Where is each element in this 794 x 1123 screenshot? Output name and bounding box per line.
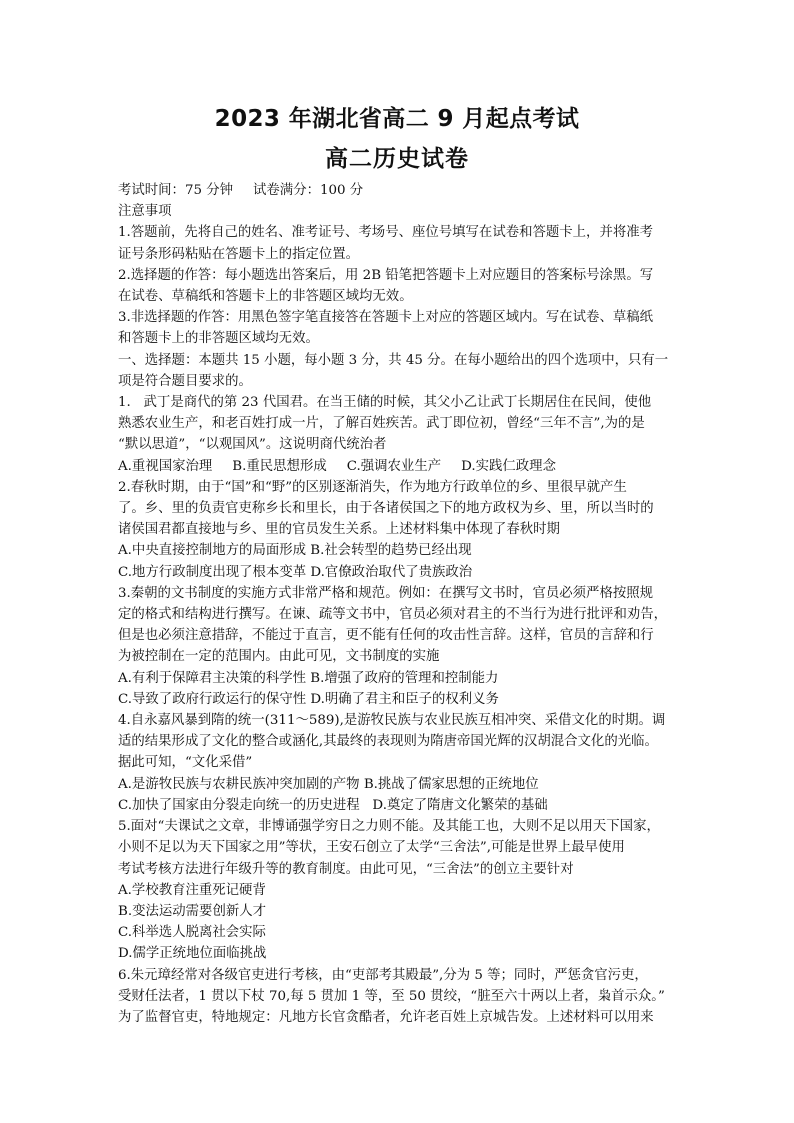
exam-full-score: 试卷满分：100 分 (253, 183, 364, 198)
question-6-stem-line-2: 受财任法者，1 贯以下杖 70,每 5 贯加 1 等，至 50 贯绞，“脏至六十两以上者，枭首示众。” (118, 988, 665, 1004)
notice-item-3-line-2: 和答题卡上的非答题区域均无效。 (118, 331, 319, 347)
question-4-options-cd: C.加快了国家由分裂走向统一的历史进程 D.奠定了隋唐文化繁荣的基础 (118, 797, 548, 813)
exam-body (118, 180, 683, 1028)
question-6-stem-line-1: 6.朱元璋经常对各级官吏进行考核，由“吏部考其殿最”,分为 5 等；同时，严惩贪官污吏， (118, 967, 648, 983)
question-1-stem-line-1: 1. 武丁是商代的第 23 代国君。在当王储的时候，其父小乙让武丁长期居住在民间，使他 (118, 395, 652, 411)
question-2-stem-line-3: 诸侯国君都直接地与乡、里的官员发生关系。上述材料集中体现了春秋时期 (118, 522, 560, 538)
question-1-stem-line-2: 熟悉农业生产，和老百姓打成一片，了解百姓疾苦。武丁即位初，曾经“三年不言”,为的是 (118, 416, 645, 432)
exam-time: 考试时间：75 分钟 (118, 183, 234, 198)
section-1-line-1: 一、选择题：本题共 15 小题，每小题 3 分，共 45 分。在每小题给出的四个选项中，只有一 (118, 352, 669, 368)
question-4-stem-line-3: 据此可知，“文化采借” (118, 755, 253, 771)
question-3-stem-line-1: 3.秦朝的文书制度的实施方式非常严格和规范。例如：在撰写文书时，官员必须严格按照规 (118, 585, 654, 601)
notice-item-1-line-1: 1.答题前，先将自己的姓名、准考证号、考场号、座位号填写在试卷和答题卡上，并将准考 (118, 225, 654, 241)
question-5-option-d: D.儒学正统地位面临挑战 (118, 946, 267, 962)
question-2-options-cd: C.地方行政制度出现了根本变革 D.官僚政治取代了贵族政治 (118, 564, 473, 580)
question-6-stem-line-3: 为了监督官吏，特地规定：凡地方长官贪酷者，允许老百姓上京城告发。上述材料可以用来 (118, 1009, 654, 1025)
exam-info-line (118, 180, 683, 201)
question-5-stem-line-3: 考试考核方法进行年级升等的教育制度。由此可见，“三舍法”的创立主要针对 (118, 861, 574, 877)
question-5-stem-line-1: 5.面对“夫课试之文章，非博诵强学穷日之力则不能。及其能工也，大则不足以用天下国家， (118, 819, 660, 835)
question-3-stem-line-4: 为被控制在一定的范围内。由此可见，文书制度的实施 (118, 649, 440, 665)
question-4-options-ab: A.是游牧民族与农耕民族冲突加剧的产物 B.挑战了儒家思想的正统地位 (118, 776, 539, 792)
question-2-stem-line-2: 了。乡、里的负责官吏称乡长和里长，由于各诸侯国之下的地方政权为乡、里，所以当时的 (118, 501, 654, 517)
exam-subtitle: 高二历史试卷 (325, 146, 469, 172)
question-5-stem-line-2: 小则不足以为天下国家之用”等状，王安石创立了太学“三舍法”,可能是世界上最早使用 (118, 840, 625, 856)
notice-heading: 注意事项 (118, 204, 172, 220)
question-1-option-c: C.强调农业生产 (346, 458, 442, 474)
question-3-options-ab: A.有利于保障君主决策的科学性 B.增强了政府的管理和控制能力 (118, 670, 499, 686)
question-1-option-b: B.重民思想形成 (232, 458, 327, 474)
question-1-option-d: D.实践仁政理念 (461, 458, 556, 474)
question-5-option-c: C.科举选人脱离社会实际 (118, 925, 266, 941)
question-5-option-a: A.学校教育注重死记硬背 (118, 882, 266, 898)
exam-title: 2023 年湖北省高二 9 月起点考试 (214, 106, 580, 132)
question-3-stem-line-3: 但是也必须注意措辞，不能过于直言，更不能有任何的攻击性言辞。这样，官员的言辞和行 (118, 628, 654, 644)
notice-item-2-line-1: 2.选择题的作答：每小题选出答案后，用 2B 铅笔把答题卡上对应题目的答案标号涂黑。写 (118, 267, 654, 283)
question-1-stem-line-3: “默以思道”，“以观国风”。这说明商代统治者 (118, 437, 387, 453)
question-1-option-a: A.重视国家治理 (118, 458, 213, 474)
question-5-option-b: B.变法运动需要创新人才 (118, 903, 267, 919)
notice-item-1-line-2: 证号条形码粘贴在答题卡上的指定位置。 (118, 246, 360, 262)
notice-item-3-line-1: 3.非选择题的作答：用黑色签字笔直接答在答题卡上对应的答题区域内。写在试卷、草稿纸 (118, 310, 654, 326)
question-3-options-cd: C.导致了政府行政运行的保守性 D.明确了君主和臣子的权利义务 (118, 691, 499, 707)
question-2-options-ab: A.中央直接控制地方的局面形成 B.社会转型的趋势已经出现 (118, 543, 472, 559)
section-1-line-2: 项是符合题目要求的。 (118, 373, 252, 389)
notice-item-2-line-2: 在试卷、草稿纸和答题卡上的非答题区域均无效。 (118, 289, 413, 305)
question-2-stem-line-1: 2.春秋时期，由于“国”和“野”的区别逐渐消失，作为地方行政单位的乡、里很早就产生 (118, 479, 627, 495)
question-3-stem-line-2: 定的格式和结构进行撰写。在谏、疏等文书中，官员必须对君主的不当行为进行批评和劝告， (118, 607, 668, 623)
question-1-options (118, 456, 683, 477)
question-4-stem-line-2: 适的结果形成了文化的整合或涵化,其最终的表现则为隋唐帝国光辉的汉胡混合文化的光临。 (118, 734, 658, 750)
question-4-stem-line-1: 4.自永嘉风暴到隋的统一(311～589),是游牧民族与农业民族互相冲突、采借文化的时期。调 (118, 713, 666, 729)
